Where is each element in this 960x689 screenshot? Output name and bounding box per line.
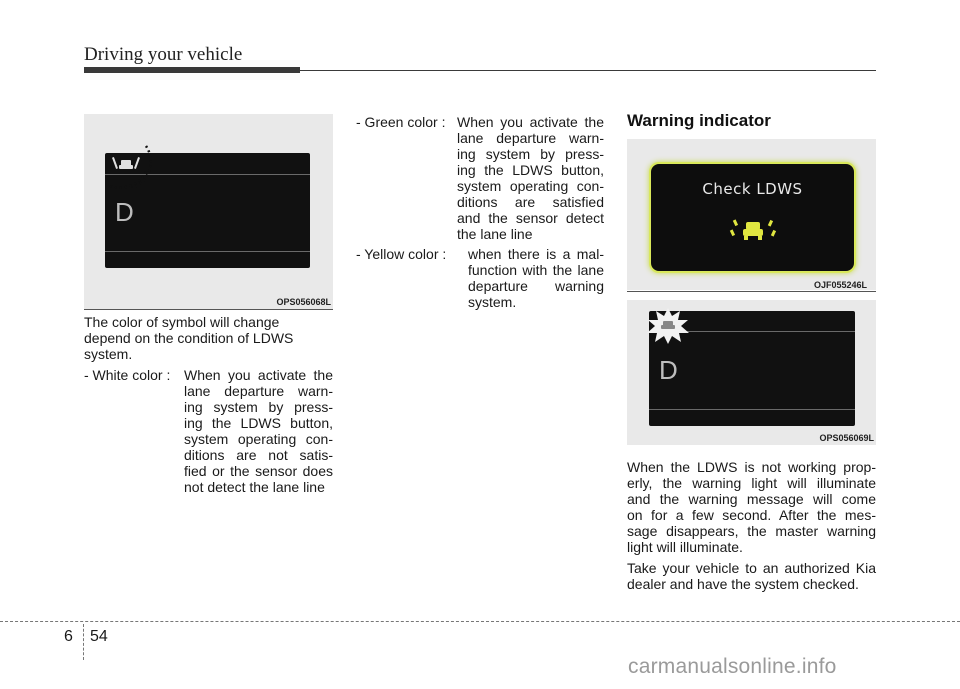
lane-departure-warning-icon <box>727 214 779 248</box>
figure-cluster-warning <box>627 300 876 445</box>
figure-rule <box>627 291 876 292</box>
figure-caption: OPS056068L <box>276 297 331 307</box>
section-heading: Warning indicator <box>627 111 771 130</box>
footer-rule <box>0 621 960 622</box>
white-color-label: - White color : <box>84 367 171 383</box>
lane-departure-icon <box>102 142 152 192</box>
running-header: Driving your vehicle <box>84 44 243 65</box>
lane-departure-flash-icon <box>645 306 691 346</box>
gear-indicator: D <box>659 355 678 385</box>
watermark-text: carmanualsonline.info <box>628 655 837 678</box>
paragraph-color-change: The color of symbol will change depend on the condition of LDWS system. <box>84 314 294 362</box>
footer-divider <box>83 624 84 660</box>
green-color-description: When you activate the lane departure warn- ing system by press- ing the LDWS button, system operating con- ditions are satisfied and the sensor detect the lane line <box>457 114 604 242</box>
check-ldws-display <box>649 162 856 273</box>
paragraph-dealer-check: Take your vehicle to an authorized Kia dealer and have the system checked. <box>627 560 876 592</box>
white-color-description: When you activate the lane departure warn- ing system by press- ing the LDWS button, system operating con- ditions are not satis- fied or the sensor does not detect the lane line <box>184 367 333 495</box>
warning-message: Check LDWS <box>702 180 803 198</box>
gear-indicator: D <box>115 197 134 227</box>
paragraph-warning-light: When the LDWS is not working prop- erly, the warning light will illuminate and the warning message will come on for a few second. After the mes- sage disappears, the master warning light will illuminate. <box>627 459 876 555</box>
green-color-label: - Green color : <box>356 114 446 130</box>
figure-cluster-white <box>84 114 333 309</box>
yellow-color-label: - Yellow color : <box>356 246 447 262</box>
figure-caption: OPS056069L <box>819 433 874 443</box>
page-number: 54 <box>90 628 108 645</box>
yellow-color-description: when there is a mal- function with the lane departure warning system. <box>468 246 604 310</box>
header-rule-thin <box>300 70 876 71</box>
chapter-number: 6 <box>64 628 73 645</box>
header-rule-thick <box>84 67 300 73</box>
figure-caption: OJF055246L <box>814 280 868 290</box>
figure-rule <box>84 309 333 310</box>
